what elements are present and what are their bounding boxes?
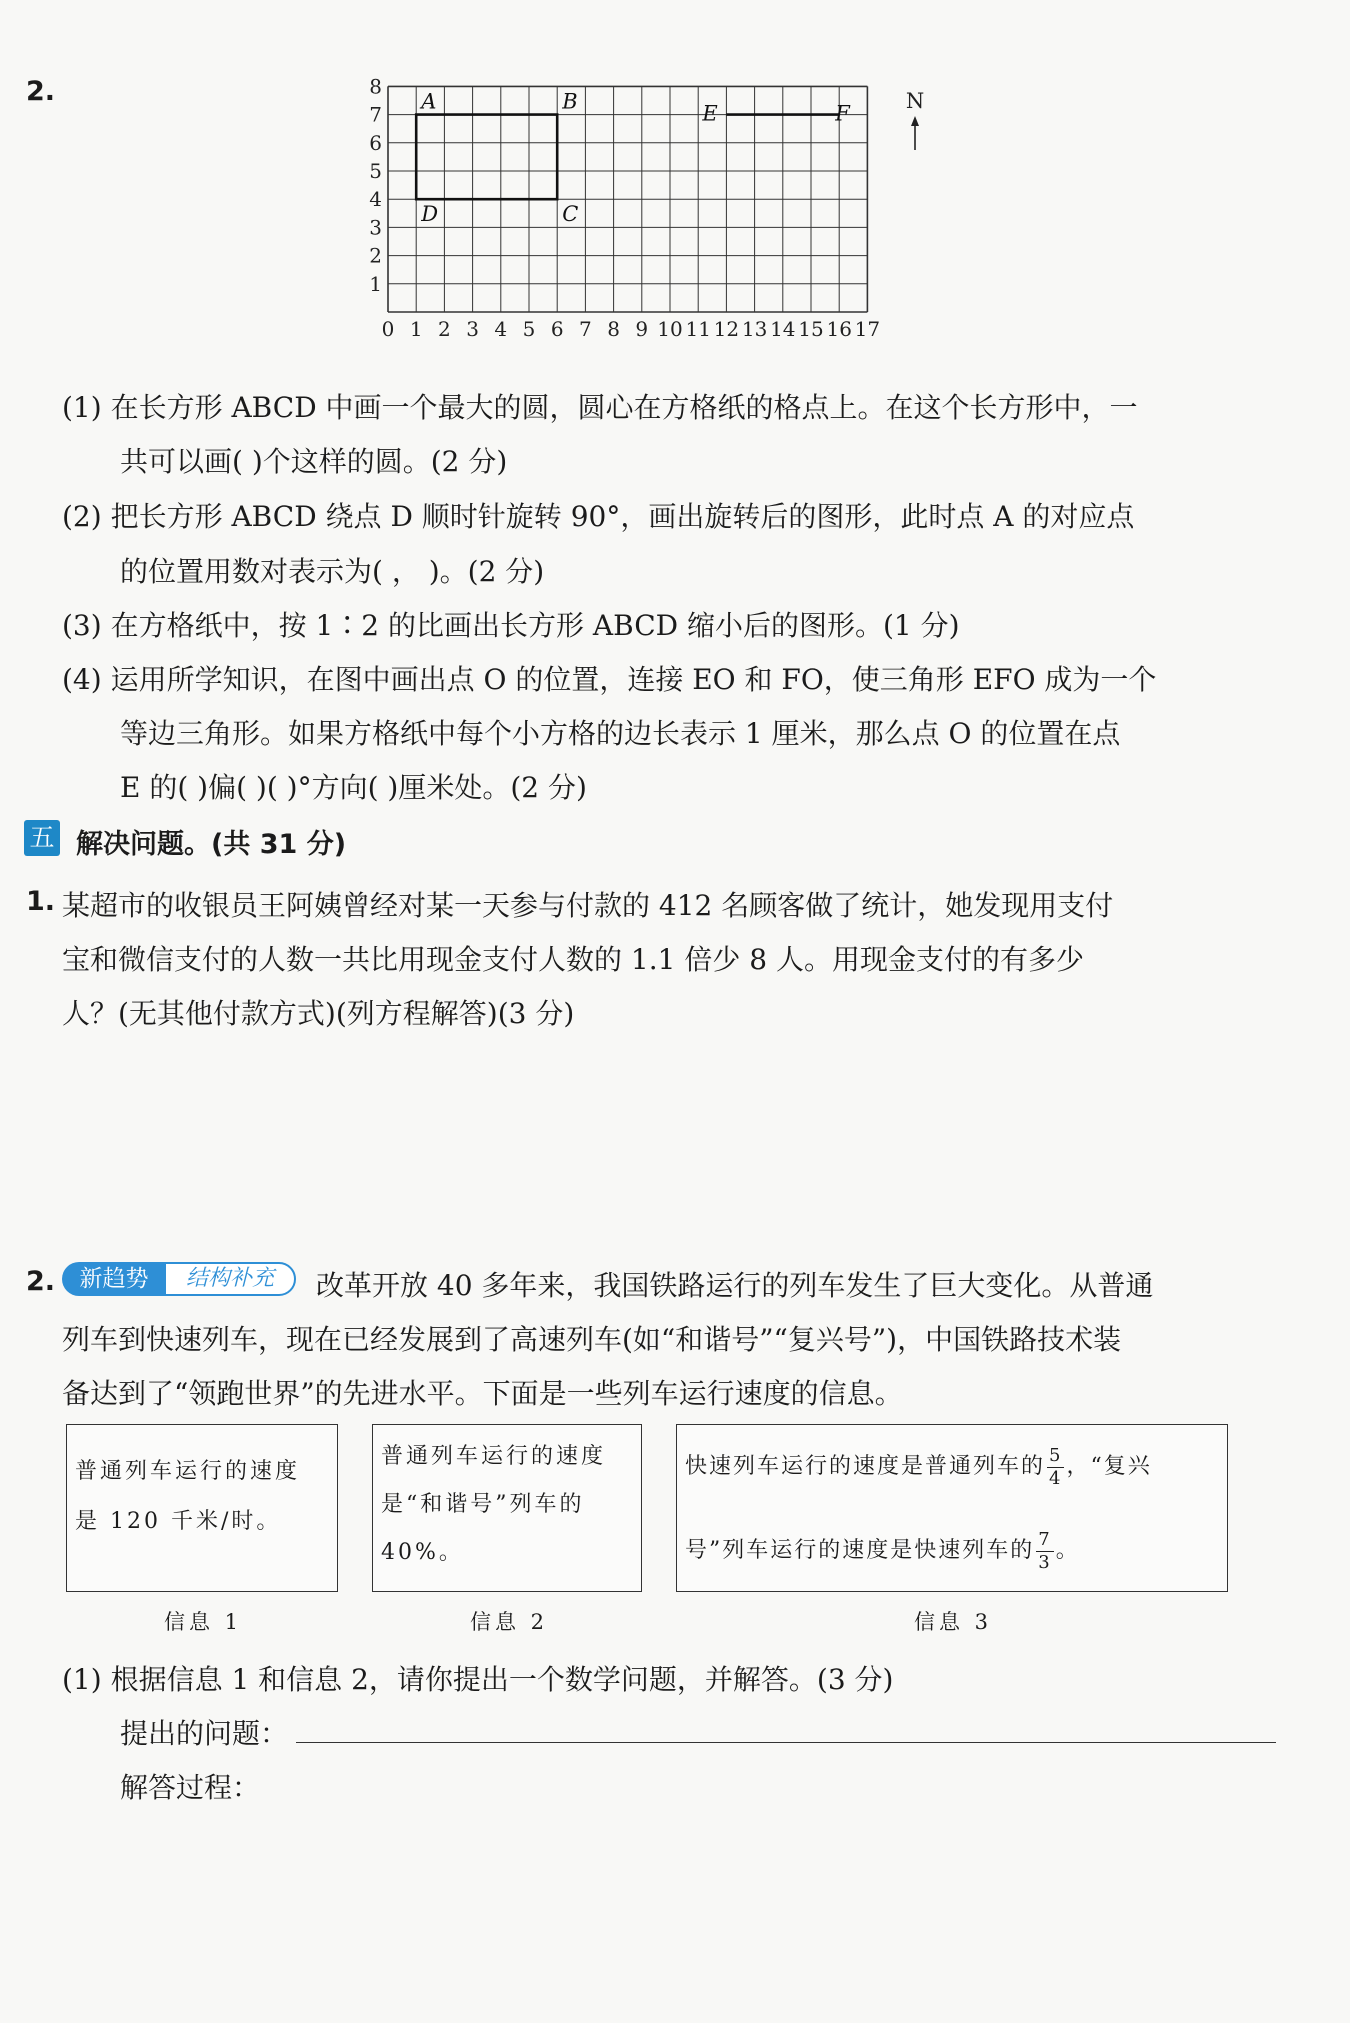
info2-line-1: 普通列车运行的速度: [381, 1444, 607, 1469]
x-tick-label: 13: [741, 317, 768, 341]
y-tick-label: 4: [369, 187, 382, 212]
fraction-numerator: 5: [1049, 1444, 1063, 1466]
sub-question-4-cont2: E 的( )偏( )( )°方向( )厘米处。(2 分): [120, 771, 587, 804]
x-tick-label: 5: [522, 317, 536, 341]
info1-line-1: 普通列车运行的速度: [75, 1459, 301, 1484]
x-tick-label: 0: [381, 317, 395, 341]
info-box-3: [676, 1424, 1228, 1592]
coordinate-grid: [360, 74, 925, 358]
y-tick-label: 7: [369, 102, 382, 127]
info-caption-1: 信息 1: [164, 1610, 243, 1634]
info3-text-2a: 号”列车运行的速度是快速列车的: [685, 1538, 1035, 1563]
fraction-denominator: 3: [1038, 1551, 1052, 1573]
fraction-5-4: [1047, 1444, 1064, 1489]
question-number: 2.: [26, 1266, 56, 1297]
sub-question-4: (4) 运用所学知识，在图中画出点 O 的位置，连接 EO 和 FO，使三角形 EFO 成为一个: [62, 663, 1157, 696]
fraction-7-3: [1036, 1528, 1053, 1573]
section-number-icon: 五: [24, 820, 60, 856]
point-label-b: B: [562, 89, 578, 114]
info-box-1: [66, 1424, 338, 1592]
info3-line-2: [685, 1509, 1219, 1593]
solve-label: 解答过程：: [120, 1771, 261, 1804]
ask-label: 提出的问题：: [120, 1717, 289, 1750]
rectangle-abcd: [416, 115, 557, 200]
x-tick-label: 3: [466, 317, 479, 341]
point-label-c: C: [562, 202, 579, 227]
answer-line[interactable]: [296, 1742, 1276, 1743]
info3-text-2b: 。: [1055, 1538, 1080, 1563]
x-tick-label: 2: [438, 317, 451, 341]
new-trend-badge: 新趋势: [62, 1262, 166, 1296]
point-label-d: D: [421, 202, 439, 227]
sub-question-3: (3) 在方格纸中，按 1∶2 的比画出长方形 ABCD 缩小后的图形。(1 分): [62, 609, 960, 642]
arrow-up-icon: [911, 116, 919, 126]
sub-question-1-cont: 共可以画( )个这样的圆。(2 分): [120, 445, 508, 478]
y-tick-label: 5: [369, 159, 382, 183]
info2-line-2: 是“和谐号”列车的: [381, 1492, 585, 1517]
question-number: 2.: [26, 76, 56, 107]
x-tick-label: 4: [494, 317, 508, 341]
y-tick-label: 2: [369, 243, 382, 268]
x-tick-label: 7: [579, 317, 592, 341]
info2-line-3: 40%。: [381, 1540, 464, 1565]
x-tick-label: 15: [798, 317, 824, 341]
y-tick-label: 1: [369, 271, 382, 296]
q2-line-2: 列车到快速列车，现在已经发展到了高速列车(如“和谐号”“复兴号”)，中国铁路技术装: [62, 1323, 1122, 1356]
sub-question-1: (1) 在长方形 ABCD 中画一个最大的圆，圆心在方格纸的格点上。在这个长方形中，一: [62, 391, 1138, 424]
y-tick-label: 8: [369, 74, 382, 99]
north-label: N: [905, 89, 925, 113]
x-tick-label: 12: [713, 317, 740, 341]
q1-line-3: 人？(无其他付款方式)(列方程解答)(3 分): [62, 997, 575, 1030]
x-tick-label: 8: [607, 317, 620, 341]
q1-line-2: 宝和微信支付的人数一共比用现金支付人数的 1.1 倍少 8 人。用现金支付的有多少: [62, 943, 1084, 976]
section-title: 解决问题。(共 31 分): [76, 829, 347, 860]
info3-text-1a: 快速列车运行的速度是普通列车的: [685, 1454, 1046, 1479]
info-caption-2: 信息 2: [470, 1610, 549, 1634]
y-tick-label: 3: [369, 215, 382, 240]
info-box-2: [372, 1424, 642, 1592]
info3-text-1b: ，“复兴: [1066, 1454, 1152, 1479]
q2-line-1: 改革开放 40 多年来，我国铁路运行的列车发生了巨大变化。从普通: [316, 1269, 1154, 1302]
x-tick-label: 17: [854, 317, 881, 341]
structure-badge: 结构补充: [164, 1262, 296, 1296]
info-caption-3: 信息 3: [914, 1610, 993, 1634]
x-tick-label: 16: [826, 317, 852, 341]
point-label-e: E: [702, 101, 718, 126]
q2-sub-question-1: (1) 根据信息 1 和信息 2，请你提出一个数学问题，并解答。(3 分): [62, 1663, 894, 1696]
x-tick-label: 14: [770, 317, 796, 341]
x-tick-label: 10: [657, 317, 683, 341]
point-label-f: F: [835, 101, 850, 126]
x-tick-label: 1: [409, 317, 423, 341]
info3-line-1: [685, 1425, 1219, 1509]
q1-line-1: 某超市的收银员王阿姨曾经对某一天参与付款的 412 名顾客做了统计，她发现用支付: [62, 889, 1114, 922]
sub-question-4-cont: 等边三角形。如果方格纸中每个小方格的边长表示 1 厘米，那么点 O 的位置在点: [120, 717, 1121, 750]
x-tick-label: 6: [550, 317, 564, 341]
q2-line-3: 备达到了“领跑世界”的先进水平。下面是一些列车运行速度的信息。: [62, 1377, 903, 1410]
north-arrow: [906, 89, 924, 150]
x-tick-label: 11: [685, 317, 711, 341]
info1-line-2: 是 120 千米/时。: [75, 1509, 282, 1534]
y-tick-label: 6: [369, 130, 382, 155]
sub-question-2-cont: 的位置用数对表示为( ， )。(2 分): [120, 555, 545, 588]
fraction-denominator: 4: [1049, 1467, 1063, 1489]
question-number: 1.: [26, 886, 56, 917]
x-tick-label: 9: [635, 317, 649, 341]
point-label-a: A: [421, 89, 437, 114]
sub-question-2: (2) 把长方形 ABCD 绕点 D 顺时针旋转 90°，画出旋转后的图形，此时点 A 的对应点: [62, 500, 1135, 533]
fraction-numerator: 7: [1038, 1528, 1052, 1550]
